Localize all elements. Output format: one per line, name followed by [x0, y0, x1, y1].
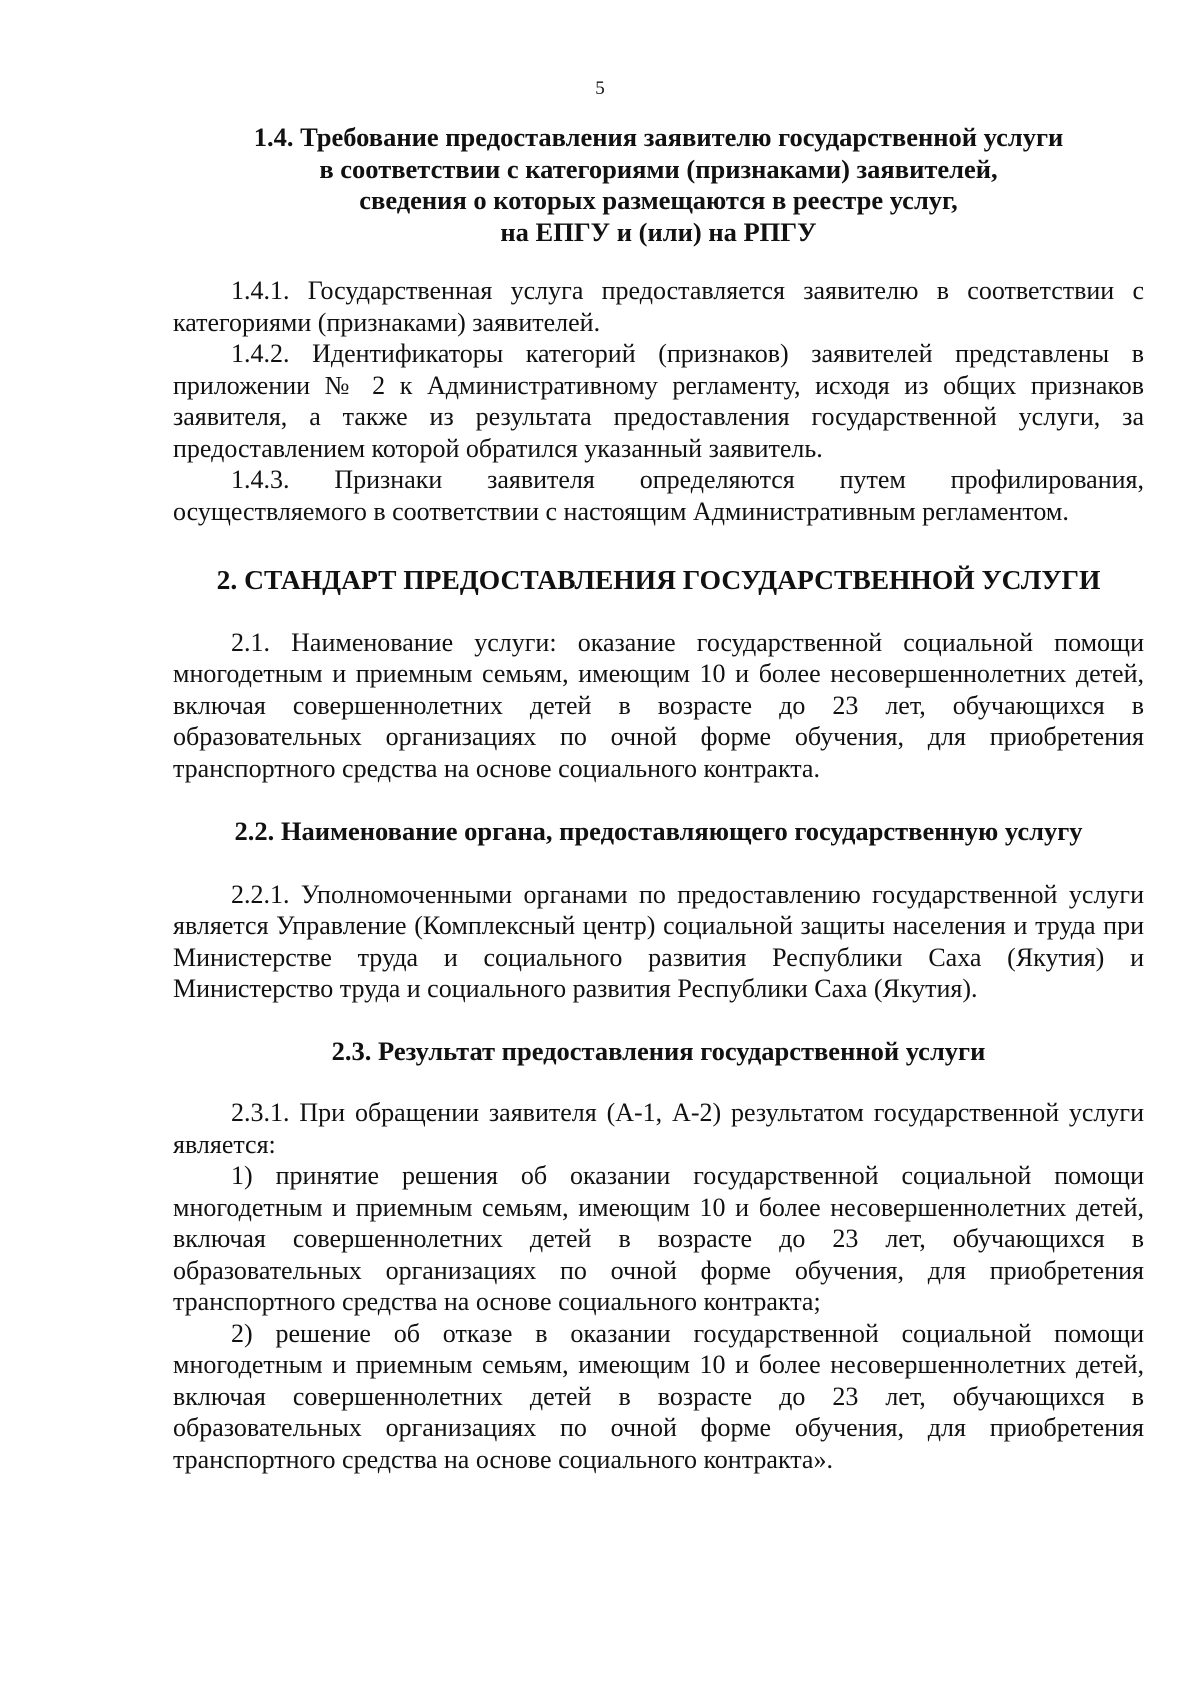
- heading-line: в соответствии с категориями (признаками) заявителей,: [319, 153, 998, 184]
- paragraph-1-4-2: 1.4.2. Идентификаторы категорий (признаков) заявителей представлены в приложении № 2 к Административному регламенту, исходя из общих признаков заявителя, а также из результата предоставления государственной услуги, за предоставлением которой обратился указанный заявитель.: [173, 339, 1144, 463]
- heading-line: 1.4. Требование предоставления заявителю государственной услуги: [253, 122, 1064, 152]
- paragraph-1-4-3: 1.4.3. Признаки заявителя определяются путем профилирования, осуществляемого в соответствии с настоящим Административным регламентом.: [173, 465, 1144, 526]
- section-1-4-heading: [173, 122, 1144, 248]
- section-2-2-heading: 2.2. Наименование органа, предоставляющего государственную услугу: [234, 816, 1083, 846]
- paragraph-2-1: 2.1. Наименование услуги: оказание государственной социальной помощи многодетным и приемным семьям, имеющим 10 и более несовершеннолетних детей, включая совершеннолетних детей в возрасте до 23 лет, обучающихся в образовательных организациях по очной форме обучения, для приобретения транспортного средства на основе социального контракта.: [173, 627, 1144, 783]
- heading-line: сведения о которых размещаются в реестре услуг,: [359, 185, 958, 215]
- heading-line: на ЕПГУ и (или) на РПГУ: [500, 216, 817, 247]
- paragraph-2-3-1: 2.3.1. При обращении заявителя (А-1, А-2) результатом государственной услуги является:: [173, 1098, 1144, 1159]
- page-number: 5: [595, 78, 605, 99]
- list-item-1: 1) принятие решения об оказании государственной социальной помощи многодетным и приемным семьям, имеющим 10 и более несовершеннолетних детей, включая совершеннолетних детей в возрасте до 23 лет, обучающихся в образовательных организациях по очной форме обучения, для приобретения транспортного средства на основе социального контракта;: [173, 1161, 1144, 1316]
- section-2-3-heading: 2.3. Результат предоставления государственной услуги: [331, 1035, 986, 1066]
- section-2-heading: 2. СТАНДАРТ ПРЕДОСТАВЛЕНИЯ ГОСУДАРСТВЕННОЙ УСЛУГИ: [216, 564, 1101, 595]
- document-body: [173, 122, 1144, 1475]
- list-item-2: 2) решение об отказе в оказании государственной социальной помощи многодетным и приемным семьям, имеющим 10 и более несовершеннолетних детей, включая совершеннолетних детей в возрасте до 23 лет, обучающихся в образовательных организациях по очной форме обучения, для приобретения транспортного средства на основе социального контракта».: [173, 1318, 1144, 1474]
- paragraph-1-4-1: 1.4.1. Государственная услуга предоставляется заявителю в соответствии с категориями (признаками) заявителей.: [173, 276, 1144, 337]
- paragraph-2-2-1: 2.2.1. Уполномоченными органами по предоставлению государственной услуги является Управление (Комплексный центр) социальной защиты населения и труда при Министерстве труда и социального развития Республики Саха (Якутия) и Министерство труда и социального развития Республики Саха (Якутия).: [173, 879, 1144, 1003]
